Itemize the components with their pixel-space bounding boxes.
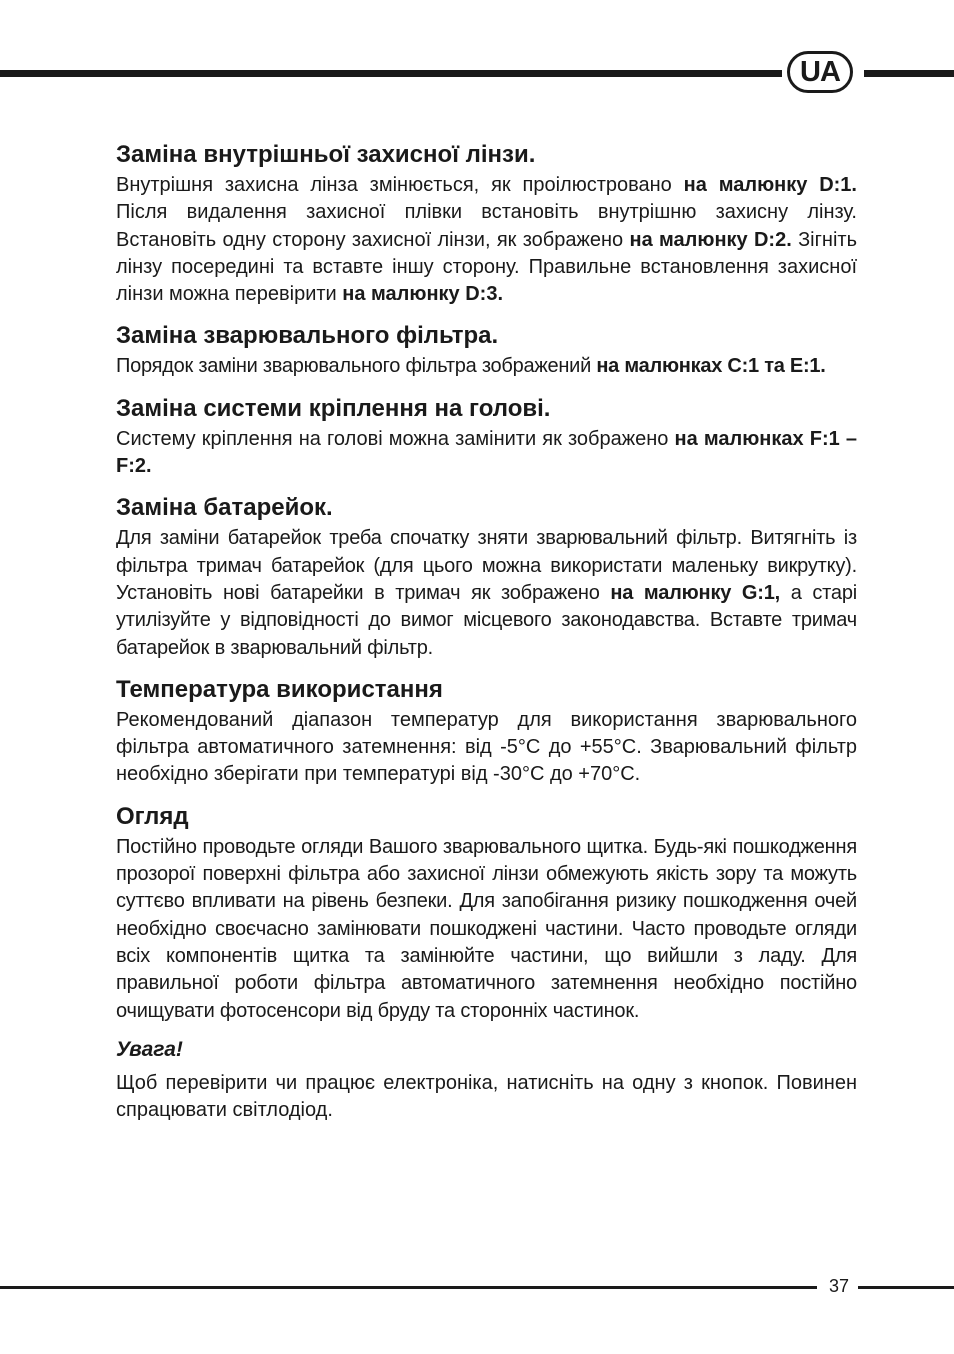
section-title: Заміна батарейок.: [116, 494, 333, 522]
language-badge: UA: [787, 51, 853, 93]
section-text: [116, 707, 857, 789]
section-text: [116, 834, 857, 1025]
section-filter-replacement: [116, 319, 857, 380]
attention-note: [116, 1036, 857, 1125]
figure-ref: на малюнках C:1 та E:1.: [596, 355, 826, 378]
attention-title: Увага!: [116, 1037, 183, 1061]
header-rule-left: [0, 70, 782, 77]
figure-ref: на малюнку D:3.: [342, 283, 504, 306]
footer-rule-left: [0, 1286, 817, 1289]
text-run: Систему кріплення на голові можна замінити як зображено: [116, 427, 675, 450]
section-title: Заміна внутрішньої захисної лінзи.: [116, 141, 536, 168]
figure-ref: на малюнках F:1 – F:2.: [116, 427, 857, 478]
page-content: [116, 138, 857, 1124]
text-run: а старі утилізуйте у відповідності до вимог місцевого законодавства. Вставте тримач батарейок в зварювальний фільтр.: [116, 581, 857, 659]
section-temperature: [116, 673, 857, 789]
section-headgear-replacement: [116, 392, 857, 481]
footer-rule-right: [858, 1286, 954, 1289]
section-inspection: [116, 800, 857, 1025]
section-text: [116, 426, 857, 481]
text-run: Після видалення захисної плівки встановіть внутрішню захисну лінзу. Встановіть одну сторону захисної лінзи, як зображено: [116, 201, 857, 251]
text-run: Постійно проводьте огляди Вашого зварювального щитка. Будь-які пошкодження прозорої поверхні фільтра або захисної лінзи обмежують якість зору та можуть суттєво впливати на рівень безпеки. Для запобігання ризику пошкодження очей необхідно своєчасно замінювати пошкоджені частини. Часто проводьте огляди всіх компонентів щитка та замінюйте частини, що вийшли з ладу. Для правильної роботи фільтра автоматичного затемнення необхідно постійно очищувати фотосенсори від бруду та сторонніх частинок.: [116, 835, 857, 1022]
section-title: Температура використання: [116, 675, 443, 703]
text-run: Рекомендований діапазон температур для використання зварювального фільтра автоматичного затемнення: від -5°С до +55°С. Зварювальний фільтр необхідно зберігати при температурі від -30°С до +70°С.: [116, 708, 857, 786]
section-battery-replacement: [116, 491, 857, 661]
figure-ref: на малюнку D:2.: [629, 228, 792, 251]
text-run: Внутрішня захисна лінза змінюється, як проілюстровано: [116, 174, 684, 196]
section-title: Огляд: [116, 802, 189, 830]
section-title: Заміна зварювального фільтра.: [116, 322, 499, 350]
text-run: Порядок заміни зварювального фільтра зображений: [116, 355, 597, 378]
section-title: Заміна системи кріплення на голові.: [116, 394, 551, 422]
text-run: Зігніть лінзу посередині та вставте іншу сторону. Правильне встановлення захисної лінзи можна перевірити: [116, 228, 857, 306]
text-run: Для заміни батарейок треба спочатку зняти зварювальний фільтр. Витягніть із фільтра тримач батарейок (для цього можна використати маленьку викрутку). Установіть нові батарейки в тримач як зображено: [116, 527, 857, 604]
section-text: [116, 353, 857, 380]
figure-ref: на малюнку G:1,: [610, 581, 780, 604]
section-lens-replacement: [116, 138, 857, 308]
section-text: [116, 525, 857, 661]
page-number: 37: [828, 1276, 850, 1296]
attention-text: Щоб перевірити чи працює електроніка, натисніть на одну з кнопок. Повинен спрацювати світлодіод.: [116, 1071, 857, 1122]
section-text: [116, 172, 857, 308]
header-rule-right: [864, 70, 954, 77]
figure-ref: на малюнку D:1.: [683, 174, 857, 196]
